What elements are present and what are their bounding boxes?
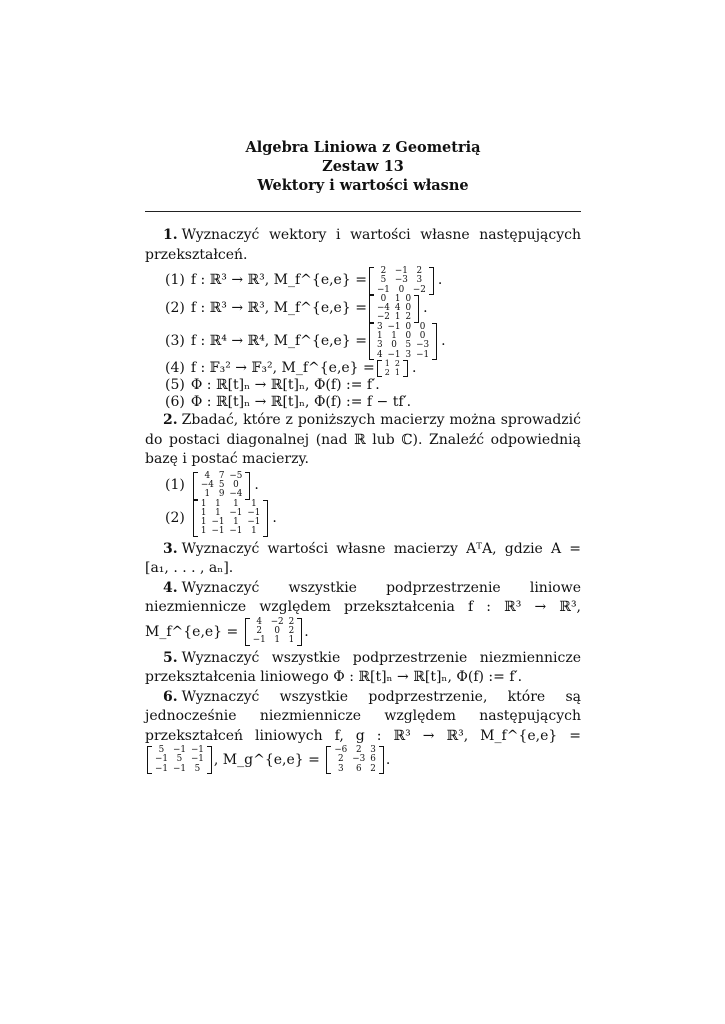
matrix-cell: 1 [233, 517, 239, 528]
matrix-cell: −2 [412, 284, 426, 295]
matrix-cell: −1 [229, 507, 243, 518]
matrix-bracket-right [414, 295, 419, 323]
matrix-grid [374, 267, 429, 295]
item-expression: f : 𝔽₃² → 𝔽₃², M_f^{e,e} = [190, 360, 375, 377]
matrix-cell: 3 [405, 349, 412, 360]
matrix-cell: 2 [384, 367, 390, 377]
problem-list [145, 226, 581, 774]
item-label: (2) [165, 300, 185, 317]
item-label: (4) [165, 360, 185, 377]
matrix-g [326, 746, 384, 774]
matrix-cell: 1 [376, 331, 383, 342]
matrix [377, 360, 408, 377]
matrix-cell: 3 [370, 745, 376, 756]
matrix-cell: 5 [158, 745, 165, 756]
matrix-grid [374, 323, 432, 360]
problem-1-item-2: (2) f : ℝ³ → ℝ³, M_f^{e,e} = 0 1 0 −4 4 0 −2 1 2 . [165, 293, 428, 323]
matrix-cell: 5 [176, 754, 183, 765]
title-course: Algebra Liniowa z Geometrią [245, 139, 481, 156]
problem-2 [145, 411, 581, 470]
matrix-cell: 5 [380, 275, 387, 286]
matrix-cell: 1 [394, 367, 400, 377]
matrix-cell: −1 [394, 266, 408, 276]
matrix-cell: 3 [376, 340, 383, 351]
problem-1-item-6 [165, 394, 581, 411]
problem-text: Zbadać, które z poniższych macierzy można sprowadzić do postaci diagonalnej (nad ℝ lub ℂ). Znaleźć odpowiednią bazę i postać macierzy. [145, 412, 581, 468]
matrix-cell: −6 [334, 745, 348, 756]
matrix-cell: −3 [416, 340, 430, 351]
matrix-cell: 2 [355, 745, 362, 756]
problem-1-item-3: (3) f : ℝ⁴ → ℝ⁴, M_f^{e,e} = 3 −1 0 0 1 1 0 0 3 0 5 −3 4 −1 3 −1 . [165, 321, 446, 360]
problem-4: 4. Wyznaczyć wszystkie podprzestrzenie liniowe niezmiennicze względem przekształcenia f : ℝ³ → ℝ³, M_f^{e,e} = 4 −2 2 2 0 2 −1 1 1 . [145, 579, 581, 646]
problem-number: 3. [163, 540, 178, 557]
matrix-cell: 1 [394, 293, 401, 304]
matrix-cell: 4 [256, 616, 262, 627]
item-label: (5) [165, 377, 185, 394]
matrix-cell: 0 [419, 321, 426, 332]
matrix-grid [382, 360, 403, 377]
matrix-grid [331, 746, 379, 774]
matrix-cell: −2 [270, 616, 284, 627]
title-set: Zestaw 13 [322, 158, 404, 175]
matrix-cell: −1 [172, 763, 186, 774]
matrix-bracket-right [207, 746, 212, 774]
matrix-cell: 0 [380, 293, 387, 304]
matrix-cell: 2 [416, 266, 423, 276]
matrix-cell: −1 [252, 635, 266, 646]
matrix-cell: 2 [380, 266, 387, 276]
matrix-cell: 0 [405, 303, 412, 314]
problem-number: 6. [163, 688, 178, 705]
problem-5 [145, 649, 581, 688]
horizontal-rule [145, 211, 581, 212]
matrix-cell: 1 [391, 331, 397, 342]
item-expression: Φ : ℝ[t]ₙ → ℝ[t]ₙ, Φ(f) := f − tf′. [190, 394, 412, 411]
problem-2-item-2: (2) 1 1 1 1 1 1 −1 −1 1 −1 1 −1 1 −1 −1 1 . [165, 498, 277, 537]
matrix-cell: 5 [405, 340, 412, 351]
matrix-cell: −1 [387, 349, 401, 360]
matrix-cell: −1 [416, 349, 430, 360]
matrix-cell: 4 [376, 349, 383, 360]
matrix-cell: 1 [215, 498, 221, 509]
matrix-cell: 0 [391, 340, 397, 351]
item-label: (1) [165, 272, 185, 289]
problem-number: 5. [163, 649, 178, 666]
problem-1 [145, 226, 581, 265]
matrix-cell: 2 [288, 616, 295, 627]
matrix-cell: 2 [394, 358, 400, 368]
item-expression: f : ℝ³ → ℝ³, M_f^{e,e} = [190, 272, 367, 289]
matrix-cell: 1 [288, 635, 295, 646]
matrix-cell: 0 [405, 331, 412, 342]
matrix-cell: −3 [352, 754, 366, 765]
matrix-cell: 0 [274, 626, 280, 637]
matrix-cell: −2 [376, 312, 390, 323]
matrix [193, 472, 251, 500]
matrix-cell: 3 [376, 321, 383, 332]
matrix-cell: 4 [204, 470, 211, 481]
matrix-cell: 1 [233, 498, 239, 509]
matrix-cell: 1 [204, 489, 211, 500]
problem-text: Wyznaczyć wektory i wartości własne następujących przekształceń. [145, 227, 581, 263]
problem-1-item-4: (4) f : 𝔽₃² → 𝔽₃², M_f^{e,e} = 1 2 2 1 . [165, 358, 417, 377]
matrix-cell: −1 [387, 321, 401, 332]
matrix-cell: −4 [229, 489, 243, 500]
matrix-cell: −1 [172, 745, 186, 756]
item-expression: f : ℝ⁴ → ℝ⁴, M_f^{e,e} = [190, 332, 367, 349]
problem-text: Wyznaczyć wszystkie podprzestrzenie niezmiennicze przekształcenia liniowego Φ : ℝ[t]ₙ → ℝ[t]ₙ, Φ(f) := f′. [145, 649, 581, 686]
matrix-cell: 1 [384, 358, 390, 368]
matrix-cell: 6 [355, 763, 362, 774]
matrix-cell: 1 [200, 498, 207, 509]
matrix-cell: −4 [200, 479, 214, 490]
problem-text: Wyznaczyć wszystkie podprzestrzenie, które są jednocześnie niezmiennicze względem następujących przekształceń liniowych f, g : ℝ³ → ℝ³, M_f^{e,e} = [145, 688, 581, 744]
matrix-bracket-right [245, 472, 250, 500]
matrix-grid [374, 295, 414, 323]
matrix-cell: 2 [256, 626, 262, 637]
matrix-grid [152, 746, 207, 774]
matrix-bracket-right [429, 267, 434, 295]
matrix-cell: 0 [405, 293, 412, 304]
matrix-cell: −1 [190, 754, 204, 765]
matrix-cell: −5 [229, 470, 243, 481]
matrix-cell: −1 [211, 517, 225, 528]
matrix-cell: −1 [155, 763, 168, 774]
problem-number: 1. [163, 227, 178, 243]
matrix-grid [250, 618, 298, 646]
problem-2-item-1: (1) 4 7 −5 −4 5 0 1 9 −4 . [165, 470, 259, 500]
matrix-f [147, 746, 212, 774]
matrix-cell: 1 [200, 517, 207, 528]
matrix [245, 618, 303, 646]
problem-6: 6. Wyznaczyć wszystkie podprzestrzenie, które są jednocześnie niezmiennicze względem następujących przekształceń liniowych f, g : ℝ³ → ℝ³, M_f^{e,e} = 5 −1 −1 −1 5 −1 −1 −1 5 , M_g^{e,e} = −6 2 3 2 −3 6 3 6 2 . [145, 688, 581, 774]
item-label: (1) [165, 477, 185, 494]
problem-1-item-5 [165, 377, 581, 394]
matrix-grid [198, 472, 246, 500]
matrix-cell: 4 [394, 303, 401, 314]
matrix-bracket-right [403, 360, 408, 377]
matrix-cell: 1 [200, 507, 207, 518]
matrix-cell: 1 [274, 635, 280, 646]
matrix-bracket-right [432, 323, 437, 360]
matrix-cell: −1 [211, 526, 225, 537]
matrix-cell: 2 [405, 312, 412, 323]
matrix-bracket-right [297, 618, 302, 646]
matrix-cell: 1 [251, 526, 257, 537]
matrix-cell: −3 [394, 275, 408, 286]
matrix-cell: 2 [288, 626, 295, 637]
matrix-bracket-right [379, 746, 384, 774]
matrix-cell: −1 [155, 754, 168, 765]
matrix-grid [198, 500, 264, 537]
matrix-bracket-right [263, 500, 268, 537]
problem-3 [145, 540, 581, 579]
matrix-cell: 0 [233, 479, 239, 490]
item-expression: Φ : ℝ[t]ₙ → ℝ[t]ₙ, Φ(f) := f′. [190, 377, 380, 394]
matrix-cell: 1 [394, 312, 401, 323]
problem-number: 4. [163, 579, 178, 596]
matrix-cell: −1 [247, 507, 261, 518]
matrix-cell: 3 [416, 275, 423, 286]
matrix-cell: −1 [376, 284, 390, 295]
problem-text-mid: , M_g^{e,e} = [213, 752, 320, 769]
item-label: (3) [165, 332, 185, 349]
matrix-cell: 2 [337, 754, 344, 765]
matrix-cell: 7 [218, 470, 225, 481]
matrix-cell: 1 [251, 498, 257, 509]
matrix-cell: 0 [419, 331, 426, 342]
matrix [369, 323, 437, 360]
matrix-cell: 2 [370, 763, 376, 774]
item-label: (2) [165, 509, 185, 526]
matrix-cell: 5 [194, 763, 201, 774]
matrix [369, 267, 434, 295]
matrix-cell: −1 [247, 517, 261, 528]
matrix-cell: −1 [190, 745, 204, 756]
matrix-cell: 6 [370, 754, 376, 765]
matrix-cell: 0 [398, 284, 405, 295]
problem-text: Wyznaczyć wszystkie podprzestrzenie liniowe niezmiennicze względem przekształcenia f : ℝ³ → ℝ³, M_f^{e,e} = [145, 579, 581, 640]
problem-text: Wyznaczyć wartości własne macierzy AᵀA, gdzie A = [a₁, . . . , aₙ]. [145, 540, 581, 577]
matrix-cell: 3 [337, 763, 344, 774]
matrix [193, 500, 269, 537]
item-expression: f : ℝ³ → ℝ³, M_f^{e,e} = [190, 300, 367, 317]
item-label: (6) [165, 394, 185, 411]
matrix-cell: 5 [218, 479, 225, 490]
matrix-cell: 1 [200, 526, 207, 537]
matrix-cell: 9 [218, 489, 225, 500]
problem-1-item-1: (1) f : ℝ³ → ℝ³, M_f^{e,e} = 2 −1 2 5 −3 3 −1 0 −2 . [165, 266, 443, 295]
matrix [369, 295, 419, 323]
matrix-cell: 0 [405, 321, 412, 332]
matrix-cell: −1 [229, 526, 243, 537]
title-topic: Wektory i wartości własne [257, 177, 469, 194]
title-block [145, 138, 581, 195]
problem-number: 2. [163, 412, 178, 429]
matrix-cell: 1 [215, 507, 221, 518]
matrix-cell: −4 [376, 303, 390, 314]
